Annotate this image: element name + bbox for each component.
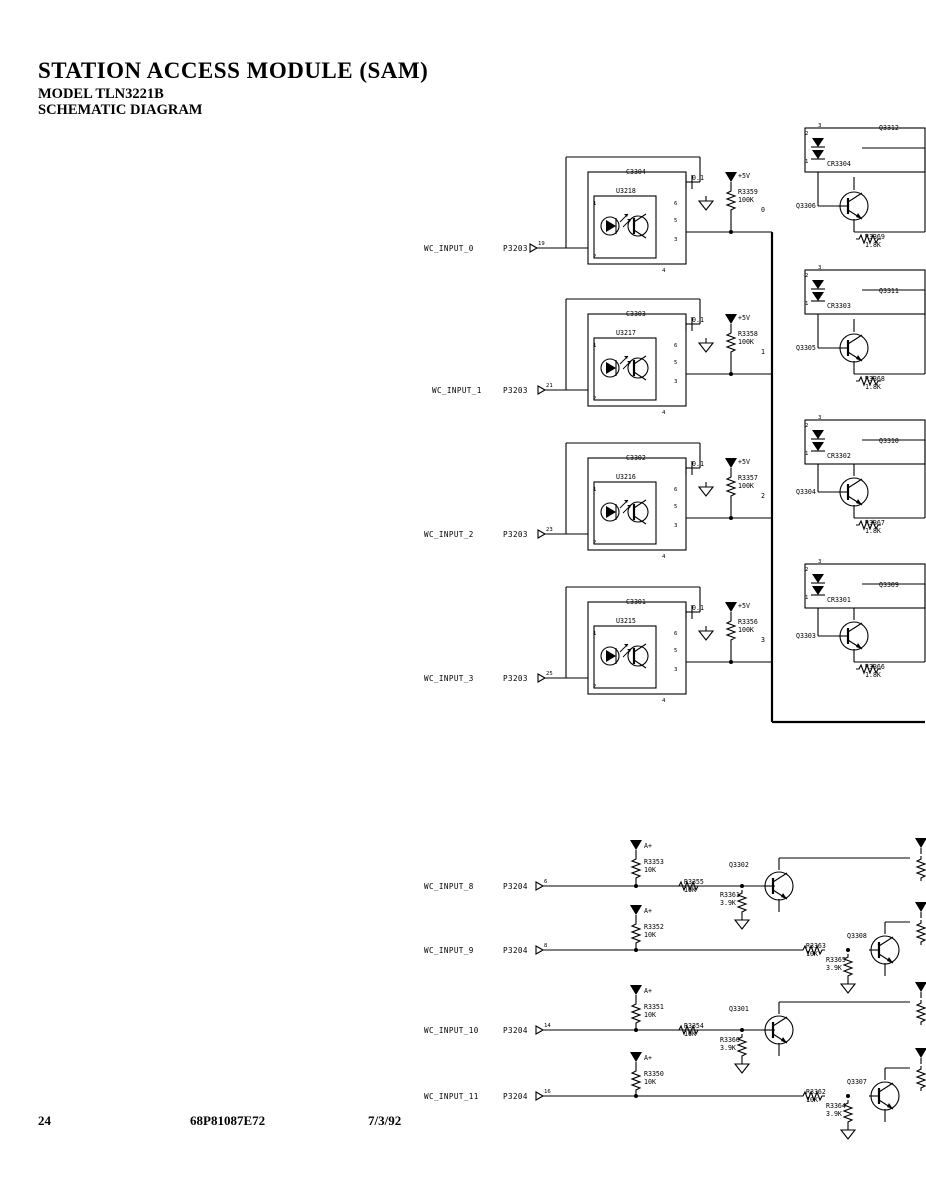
driver-row-2 — [424, 982, 926, 1073]
diode-pin-1-0: 1 — [805, 159, 809, 165]
supply-label-3: +5V — [738, 602, 750, 610]
cap-ref-c3304: C3304 — [626, 168, 646, 176]
transistor-ref-q3301: Q3301 — [729, 1005, 749, 1013]
diode-pin-2-2: 2 — [805, 423, 809, 429]
transistor-ref-q3307: Q3307 — [847, 1078, 867, 1086]
res-ref-r3356: R3356 — [738, 618, 758, 626]
diode-pin-3-2: 3 — [818, 415, 822, 421]
opto-pin-3-3: 3 — [674, 667, 678, 673]
diode-pin-1-2: 1 — [805, 451, 809, 457]
res-value-r3365: 3.9K — [826, 964, 842, 972]
driver-row-0 — [424, 838, 926, 929]
driver-connector-2: P3204 — [503, 1026, 528, 1035]
res-ref-r3361: R3361 — [720, 891, 740, 899]
diode-ref-cr3304: CR3304 — [827, 160, 851, 168]
res-ref-r3354: R3354 — [684, 1022, 704, 1030]
res-value-r3363: 10K — [806, 950, 818, 958]
res-value-r3367: 1.8K — [865, 527, 881, 535]
opto-row-2 — [424, 415, 925, 560]
res-ref-r3368: R3368 — [865, 375, 885, 383]
node-label-0: 0 — [761, 206, 765, 214]
signal-label-wc-input-9: WC_INPUT_9 — [424, 946, 474, 955]
cap-ref-c3301: C3301 — [626, 598, 646, 606]
res-ref-r3351: R3351 — [644, 1003, 664, 1011]
cap-value-c3303: 0.1 — [692, 316, 704, 324]
opto-pin-6-2: 6 — [674, 487, 678, 493]
diode-pin-1-3: 1 — [805, 595, 809, 601]
res-ref-r3363: R3363 — [806, 942, 826, 950]
res-ref-r3353: R3353 — [644, 858, 664, 866]
opto-pin-3-2: 3 — [674, 523, 678, 529]
res-value-r3369: 1.8K — [865, 241, 881, 249]
res-ref-r3350: R3350 — [644, 1070, 664, 1078]
subtitle-line: SCHEMATIC DIAGRAM — [38, 102, 203, 119]
transistor-ref-q3304: Q3304 — [796, 488, 816, 496]
opto-pin-4-2: 4 — [662, 554, 666, 560]
opto-pin-5-2: 5 — [674, 504, 678, 510]
opto-pin-1-1: 1 — [593, 343, 597, 349]
supply-label-2: +5V — [738, 458, 750, 466]
diode-ref-cr3302: CR3302 — [827, 452, 851, 460]
opto-ref-u3216: U3216 — [616, 473, 636, 481]
footer-part-number: 68P81087E72 — [190, 1113, 266, 1128]
node-label-2: 2 — [761, 492, 765, 500]
node-label-1: 1 — [761, 348, 765, 356]
diode-pin-3-1: 3 — [818, 265, 822, 271]
signal-label-wc-input-1: WC_INPUT_1 — [432, 386, 482, 395]
model-line: MODEL TLN3221B — [38, 86, 164, 102]
footer-page-number: 24 — [38, 1113, 51, 1128]
res-value-r3352: 10K — [644, 931, 656, 939]
res-value-r3368: 1.8K — [865, 383, 881, 391]
res-value-r3351: 10K — [644, 1011, 656, 1019]
opto-pin-2-3: 2 — [593, 684, 597, 690]
driver-pin-0: 6 — [544, 879, 548, 885]
opto-pin-5-0: 5 — [674, 218, 678, 224]
connector-label-3: P3203 — [503, 674, 528, 683]
diode-pin-2-0: 2 — [805, 131, 809, 137]
cap-value-c3304: 0.1 — [692, 174, 704, 182]
res-value-r3358: 100K — [738, 338, 754, 346]
opto-ref-u3217: U3217 — [616, 329, 636, 337]
cap-ref-c3303: C3303 — [626, 310, 646, 318]
opto-pin-4-0: 4 — [662, 268, 666, 274]
res-value-r3353: 10K — [644, 866, 656, 874]
pin-label-1: 21 — [546, 383, 553, 389]
res-value-r3354: 10K — [684, 1030, 696, 1038]
opto-pin-2-0: 2 — [593, 254, 597, 260]
driver-supply-0: A+ — [644, 842, 652, 850]
diode-pin-3-0: 3 — [818, 123, 822, 129]
opto-pin-1-3: 1 — [593, 631, 597, 637]
transistor-out-q3309: Q3309 — [879, 581, 899, 589]
transistor-ref-q3303: Q3303 — [796, 632, 816, 640]
page-footer — [0, 1113, 926, 1133]
signal-label-wc-input-10: WC_INPUT_10 — [424, 1026, 479, 1035]
driver-connector-0: P3204 — [503, 882, 528, 891]
driver-connector-3: P3204 — [503, 1092, 528, 1101]
signal-label-wc-input-0: WC_INPUT_0 — [424, 244, 474, 253]
driver-supply-1: A+ — [644, 907, 652, 915]
res-value-r3359: 100K — [738, 196, 754, 204]
res-value-r3366: 1.8K — [865, 671, 881, 679]
diode-pin-2-3: 2 — [805, 567, 809, 573]
driver-pin-2: 14 — [544, 1023, 551, 1029]
diode-pin-2-1: 2 — [805, 273, 809, 279]
opto-pin-2-2: 2 — [593, 540, 597, 546]
pin-label-2: 23 — [546, 527, 553, 533]
transistor-ref-q3302: Q3302 — [729, 861, 749, 869]
diode-pin-1-1: 1 — [805, 301, 809, 307]
res-ref-r3358: R3358 — [738, 330, 758, 338]
node-label-3: 3 — [761, 636, 765, 644]
res-ref-r3366: R3366 — [865, 663, 885, 671]
supply-label-0: +5V — [738, 172, 750, 180]
page-title: STATION ACCESS MODULE (SAM) — [38, 58, 429, 83]
res-ref-r3365: R3365 — [826, 956, 846, 964]
opto-pin-4-3: 4 — [662, 698, 666, 704]
res-value-r3360: 3.9K — [720, 1044, 736, 1052]
signal-label-wc-input-8: WC_INPUT_8 — [424, 882, 474, 891]
signal-label-wc-input-11: WC_INPUT_11 — [424, 1092, 479, 1101]
res-ref-r3360: R3360 — [720, 1036, 740, 1044]
res-value-r3357: 100K — [738, 482, 754, 490]
res-ref-r3352: R3352 — [644, 923, 664, 931]
opto-pin-4-1: 4 — [662, 410, 666, 416]
transistor-out-q3311: Q3311 — [879, 287, 899, 295]
pin-label-3: 25 — [546, 671, 553, 677]
opto-ref-u3218: U3218 — [616, 187, 636, 195]
opto-pin-1-0: 1 — [593, 201, 597, 207]
opto-row-1 — [432, 265, 925, 416]
connector-label-2: P3203 — [503, 530, 528, 539]
res-value-r3364: 3.9K — [826, 1110, 842, 1118]
driver-row-1 — [424, 902, 926, 993]
opto-ref-u3215: U3215 — [616, 617, 636, 625]
supply-label-1: +5V — [738, 314, 750, 322]
res-ref-r3355: R3355 — [684, 878, 704, 886]
signal-label-wc-input-2: WC_INPUT_2 — [424, 530, 474, 539]
opto-pin-3-1: 3 — [674, 379, 678, 385]
opto-pin-6-1: 6 — [674, 343, 678, 349]
opto-pin-6-3: 6 — [674, 631, 678, 637]
transistor-ref-q3305: Q3305 — [796, 344, 816, 352]
opto-pin-5-1: 5 — [674, 360, 678, 366]
driver-connector-1: P3204 — [503, 946, 528, 955]
cap-ref-c3302: C3302 — [626, 454, 646, 462]
diode-ref-cr3303: CR3303 — [827, 302, 851, 310]
res-ref-r3364: R3364 — [826, 1102, 846, 1110]
res-ref-r3359: R3359 — [738, 188, 758, 196]
res-value-r3361: 3.9K — [720, 899, 736, 907]
transistor-ref-q3306: Q3306 — [796, 202, 816, 210]
pin-label-0: 19 — [538, 241, 545, 247]
connector-label-1: P3203 — [503, 386, 528, 395]
opto-pin-2-1: 2 — [593, 396, 597, 402]
diode-pin-3-3: 3 — [818, 559, 822, 565]
res-value-r3362: 10K — [806, 1096, 818, 1104]
opto-row-3 — [424, 559, 925, 704]
res-ref-r3369: R3369 — [865, 233, 885, 241]
res-value-r3355: 10K — [684, 886, 696, 894]
driver-pin-3: 16 — [544, 1089, 551, 1095]
opto-pin-6-0: 6 — [674, 201, 678, 207]
connector-label-0: P3203 — [503, 244, 528, 253]
diode-ref-cr3301: CR3301 — [827, 596, 851, 604]
res-ref-r3357: R3357 — [738, 474, 758, 482]
opto-pin-3-0: 3 — [674, 237, 678, 243]
res-ref-r3362: R3362 — [806, 1088, 826, 1096]
driver-supply-3: A+ — [644, 1054, 652, 1062]
transistor-out-q3310: Q3310 — [879, 437, 899, 445]
opto-pin-1-2: 1 — [593, 487, 597, 493]
res-value-r3350: 10K — [644, 1078, 656, 1086]
opto-pin-5-3: 5 — [674, 648, 678, 654]
cap-value-c3301: 0.1 — [692, 604, 704, 612]
transistor-ref-q3308: Q3308 — [847, 932, 867, 940]
footer-date: 7/3/92 — [368, 1113, 402, 1128]
signal-label-wc-input-3: WC_INPUT_3 — [424, 674, 474, 683]
driver-supply-2: A+ — [644, 987, 652, 995]
res-ref-r3367: R3367 — [865, 519, 885, 527]
driver-pin-1: 8 — [544, 943, 548, 949]
transistor-out-q3312: Q3312 — [879, 124, 899, 132]
opto-row-0 — [424, 123, 925, 274]
cap-value-c3302: 0.1 — [692, 460, 704, 468]
res-value-r3356: 100K — [738, 626, 754, 634]
